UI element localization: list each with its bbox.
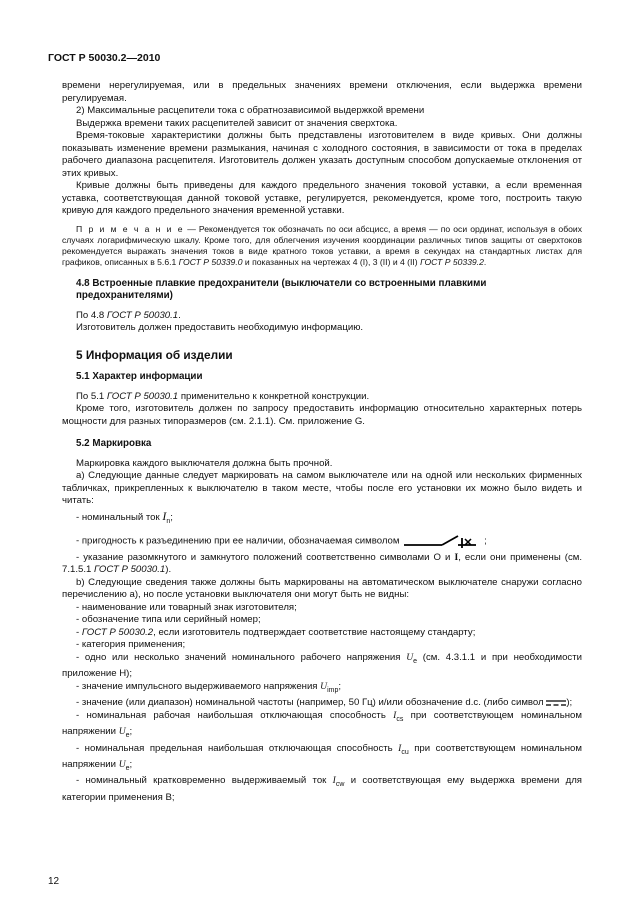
list-item: - одно или несколько значений номинального рабочего напряжения $U_e$ (см. 4.3.1.1 и при необходимости приложение Н); — [62, 651, 582, 680]
paragraph: Маркировка каждого выключателя должна быть прочной. — [76, 457, 333, 469]
paragraph: b) Следующие сведения также должны быть маркированы на автоматическом выключателе снаружи согласно перечислению а), но после установки выключателя они могут быть не видны: — [62, 576, 582, 601]
list-item: - номинальный кратковременно выдерживаемый ток $I_{cw}$ и соответствующая ему выдержка времени для категории применения В; — [62, 775, 582, 803]
paragraph: 2) Максимальные расцепители тока с обратнозависимой выдержкой времени — [76, 105, 425, 116]
paragraph: Время-токовые характеристики должны быть представлены изготовителем в виде кривых. Они должны показывать изменение времени размыкания, начиная с холодного состояния, в зависимости от тока в пределах рабочего диапазона расцепителя. Изготовитель должен указать доступным способом допускаемые отклонения от этих кривых. — [62, 130, 582, 179]
list-item: - номинальная рабочая наибольшая отключающая способность $I_{cs}$ при соответствующем номинальном напряжении $U_e$; — [62, 709, 582, 740]
page-number: 12 — [48, 876, 60, 887]
list-item: - наименование или товарный знак изготовителя; — [76, 601, 297, 613]
citation: ГОСТ Р 50030.1 — [106, 390, 179, 402]
list-item: - категория применения; — [76, 639, 186, 651]
isolation-symbol-icon — [402, 533, 484, 549]
section-heading-4-8: 4.8 Встроенные плавкие предохранители (выключатели со встроенными плавкими предохранителями) — [76, 277, 487, 301]
citation: ГОСТ Р 50030.1 — [106, 309, 179, 321]
paragraph: Изготовитель должен предоставить необходимую информацию. — [76, 322, 364, 333]
section-heading-5-1: 5.1 Характер информации — [76, 371, 203, 382]
list-item: - ГОСТ Р 50030.2, если изготовитель подтверждает соответствие настоящему стандарту; — [76, 626, 476, 638]
paragraph: Кроме того, изготовитель должен по запросу предоставить информацию относительно характерных потерь мощности для разных типоразмеров (см. 2.1.1). См. приложение G. — [62, 403, 582, 427]
paragraph: По 5.1 ГОСТ Р 50030.1 применительно к конкретной конструкции. — [76, 390, 370, 402]
page-body — [62, 80, 582, 804]
paragraph: Выдержка времени таких расцепителей зависит от значения сверхтока. — [76, 117, 398, 129]
list-item: - пригодность к разъединению при ее наличии, обозначаемая символом ; — [62, 533, 582, 549]
citation: ГОСТ Р 50339.2 — [420, 256, 484, 267]
citation: ГОСТ Р 50030.1 — [94, 564, 166, 576]
citation: ГОСТ Р 50339.0 — [178, 256, 243, 267]
list-item: - номинальная предельная наибольшая отключающая способность $I_{cu}$ при соответствующем номинальном напряжении $U_e$; — [62, 742, 582, 772]
list-item: - указание разомкнутого и замкнутого положений соответственно символами O и I, если они применены (см. 7.1.5.1 ГОСТ Р 50030.1). — [62, 551, 583, 576]
list-item: - значение (или диапазон) номинальной частоты (например, 50 Гц) и/или обозначение d.c. (либо символ ); — [76, 697, 573, 709]
paragraph: По 4.8 ГОСТ Р 50030.1. — [76, 309, 181, 321]
running-header: ГОСТ Р 50030.2—2010 — [48, 52, 161, 64]
citation: ГОСТ Р 50030.2 — [81, 626, 154, 638]
paragraph: а) Следующие данные следует маркировать на самом выключателе или на одной или нескольких фирменных табличках, прикрепленных к выключателю в таком месте, чтобы после его установки их можно было видеть и читать: — [62, 470, 582, 506]
note-label: П р и м е ч а н и е — [76, 223, 185, 234]
list-item: - обозначение типа или серийный номер; — [76, 614, 261, 626]
paragraph: времени нерегулируемая, или в предельных значениях времени отключения, если выдержка времени регулируемая. — [62, 80, 582, 104]
section-heading-5-2: 5.2 Маркировка — [76, 438, 152, 449]
list-item: - номинальный ток $I_n$; — [76, 508, 173, 525]
paragraph: Кривые должны быть приведены для каждого предельного значения токовой уставки, а если временная уставка, соответствующая данной токовой уставке, регулируется, рекомендуется, кроме того, построить такую кривую для каждого предельного значения временной уставки. — [62, 180, 582, 216]
note: П р и м е ч а н и е — Рекомендуется ток обозначать по оси абсцисс, а время — по оси ординат, используя в обоих случаях логарифмическую шкалу. Кроме того, для облегчения изучения координации различных типов защиты от сверхтоков рекомендуется выражать значения токов в виде кратного токов уставки, а время в секундах на стандартных листах для графиков, описанных в 5.6.1 ГОСТ Р 50339.0 и показанных на чертежах 4 (I), 3 (II) и 4 (II) ГОСТ Р 50339.2. — [62, 223, 583, 267]
list-item: - значение импульсного выдерживаемого напряжения $U_{imp}$; — [76, 680, 342, 694]
section-heading-5: 5 Информация об изделии — [76, 347, 233, 362]
dc-symbol-icon — [546, 699, 566, 707]
